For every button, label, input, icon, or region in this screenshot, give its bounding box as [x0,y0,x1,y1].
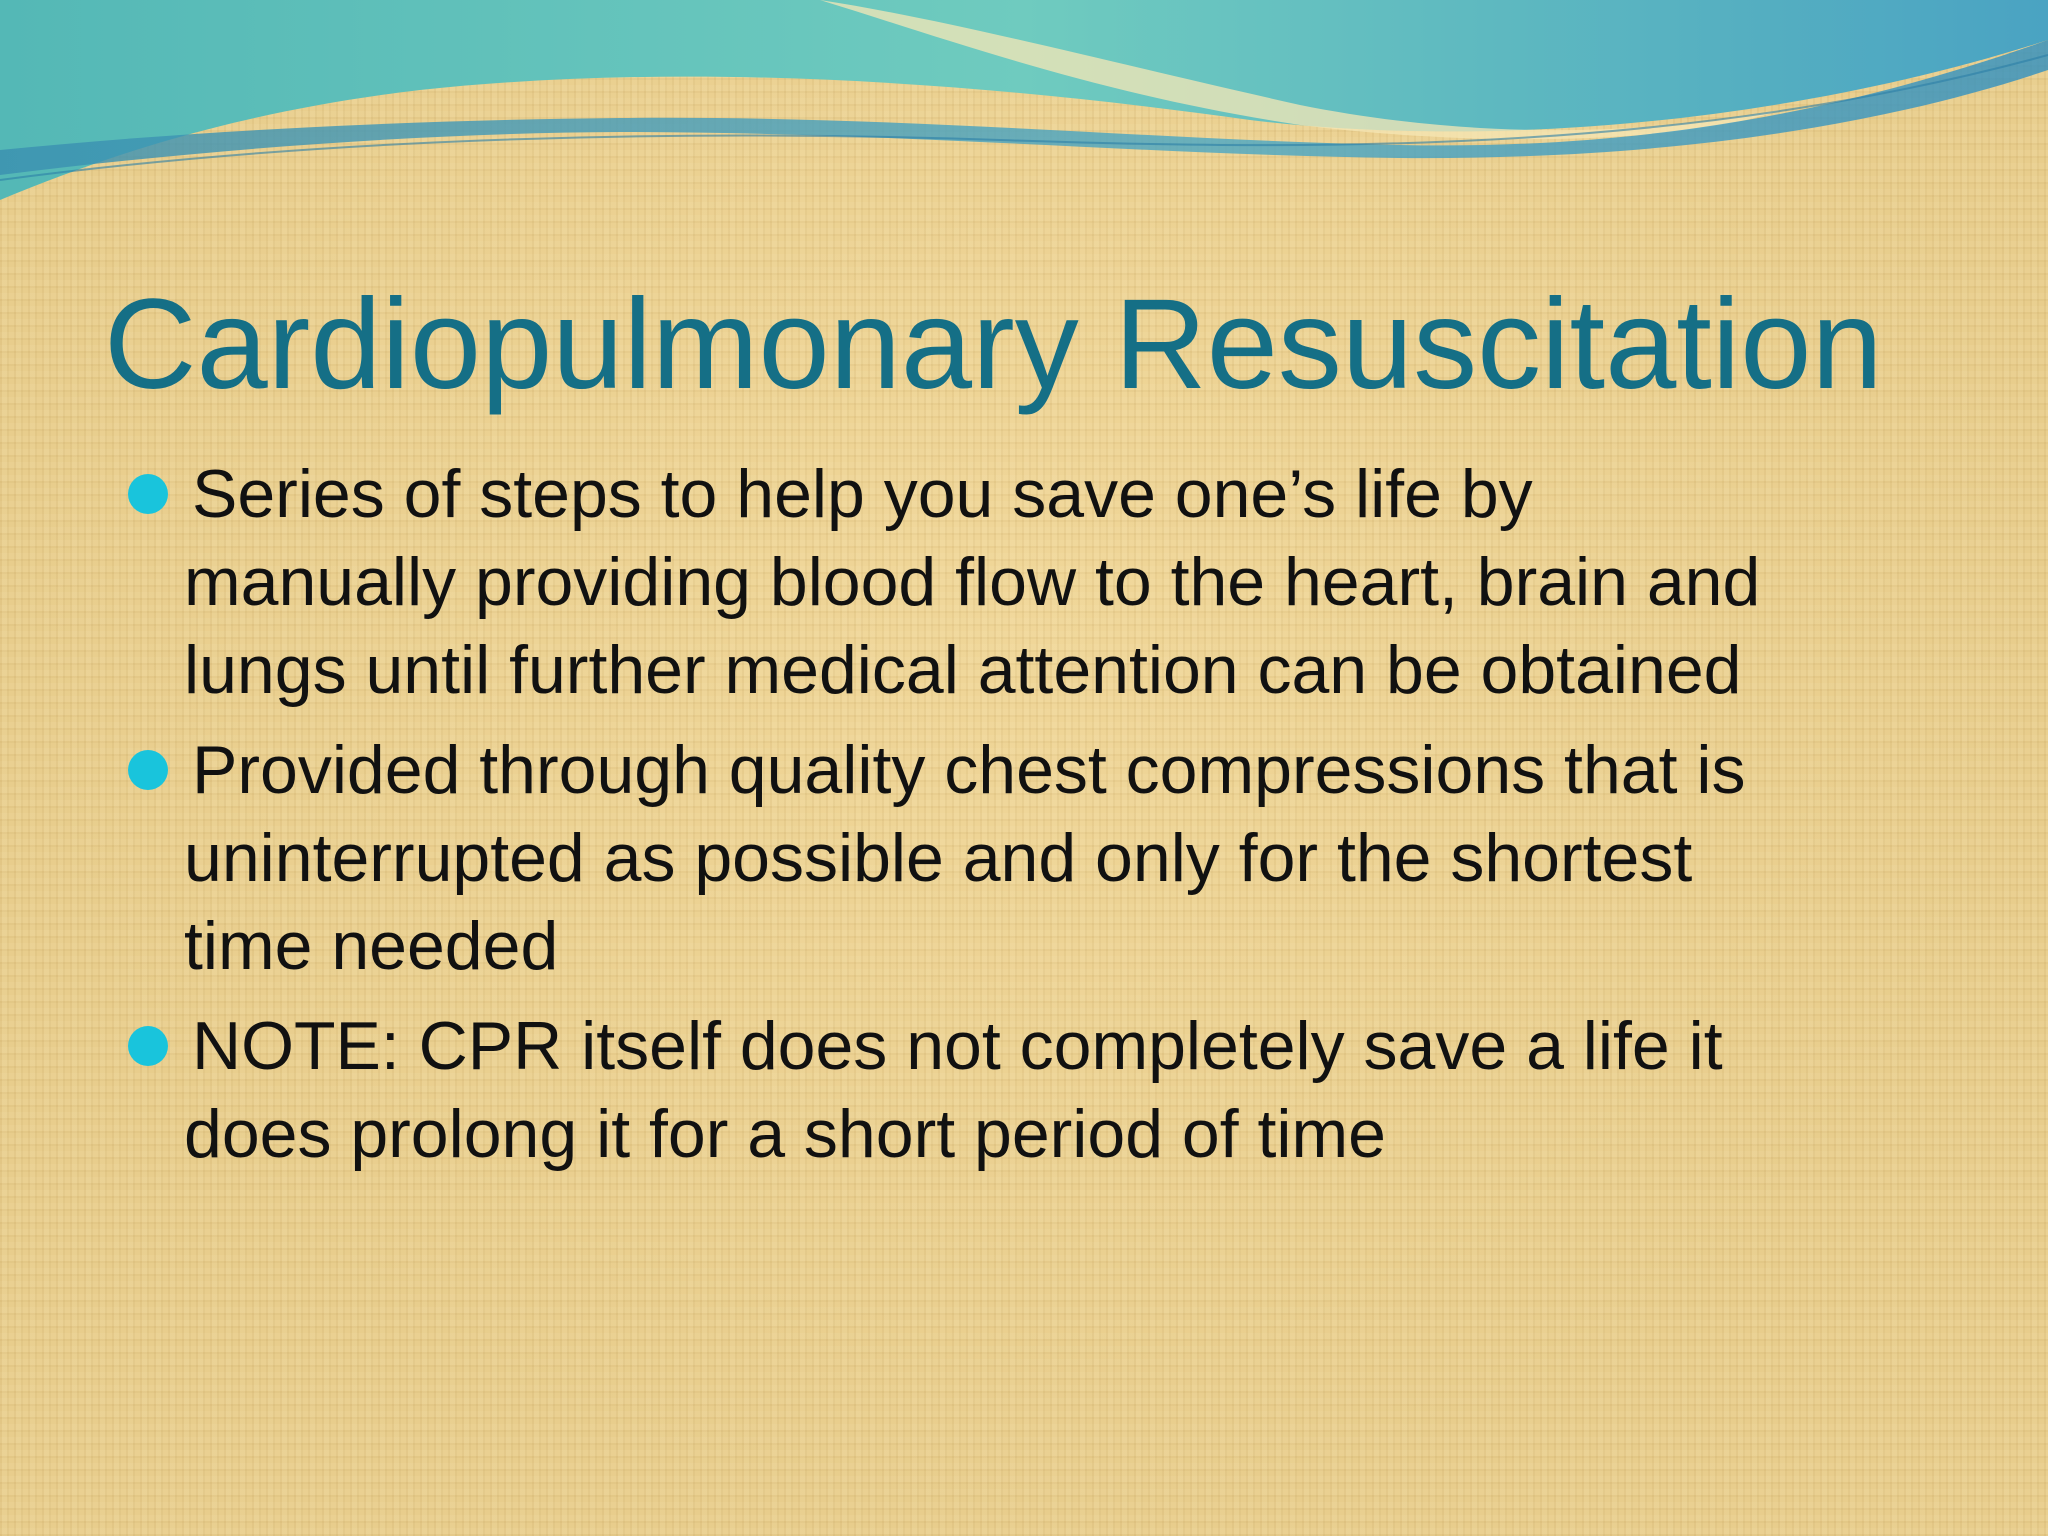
bullet-item [128,450,1928,714]
bullet-line: time needed [184,908,559,984]
bullet-item [128,1002,1928,1178]
bullet-line: NOTE: CPR itself does not completely save a life it [192,1008,1723,1084]
bullet-line: Provided through quality chest compressions that is [192,732,1746,808]
bullet-line: Series of steps to help you save one’s life by [192,456,1533,532]
bullet-line: lungs until further medical attention can be obtained [184,632,1742,708]
bullet-dot-icon [128,750,168,790]
slide-title: Cardiopulmonary Resuscitation [104,273,1883,416]
decorative-wave-header [0,0,2048,240]
wave-band-teal [0,0,2048,200]
bullet-dot-icon [128,1026,168,1066]
bullet-line: does prolong it for a short period of time [184,1096,1386,1172]
bullet-text [184,1002,1928,1178]
bullet-dot-icon [128,474,168,514]
bullet-item [128,726,1928,990]
bullet-text [184,726,1928,990]
bullet-line: uninterrupted as possible and only for the shortest [184,820,1693,896]
bullet-list [128,450,1928,1190]
bullet-text [184,450,1928,714]
bullet-line: manually providing blood flow to the heart, brain and [184,544,1761,620]
